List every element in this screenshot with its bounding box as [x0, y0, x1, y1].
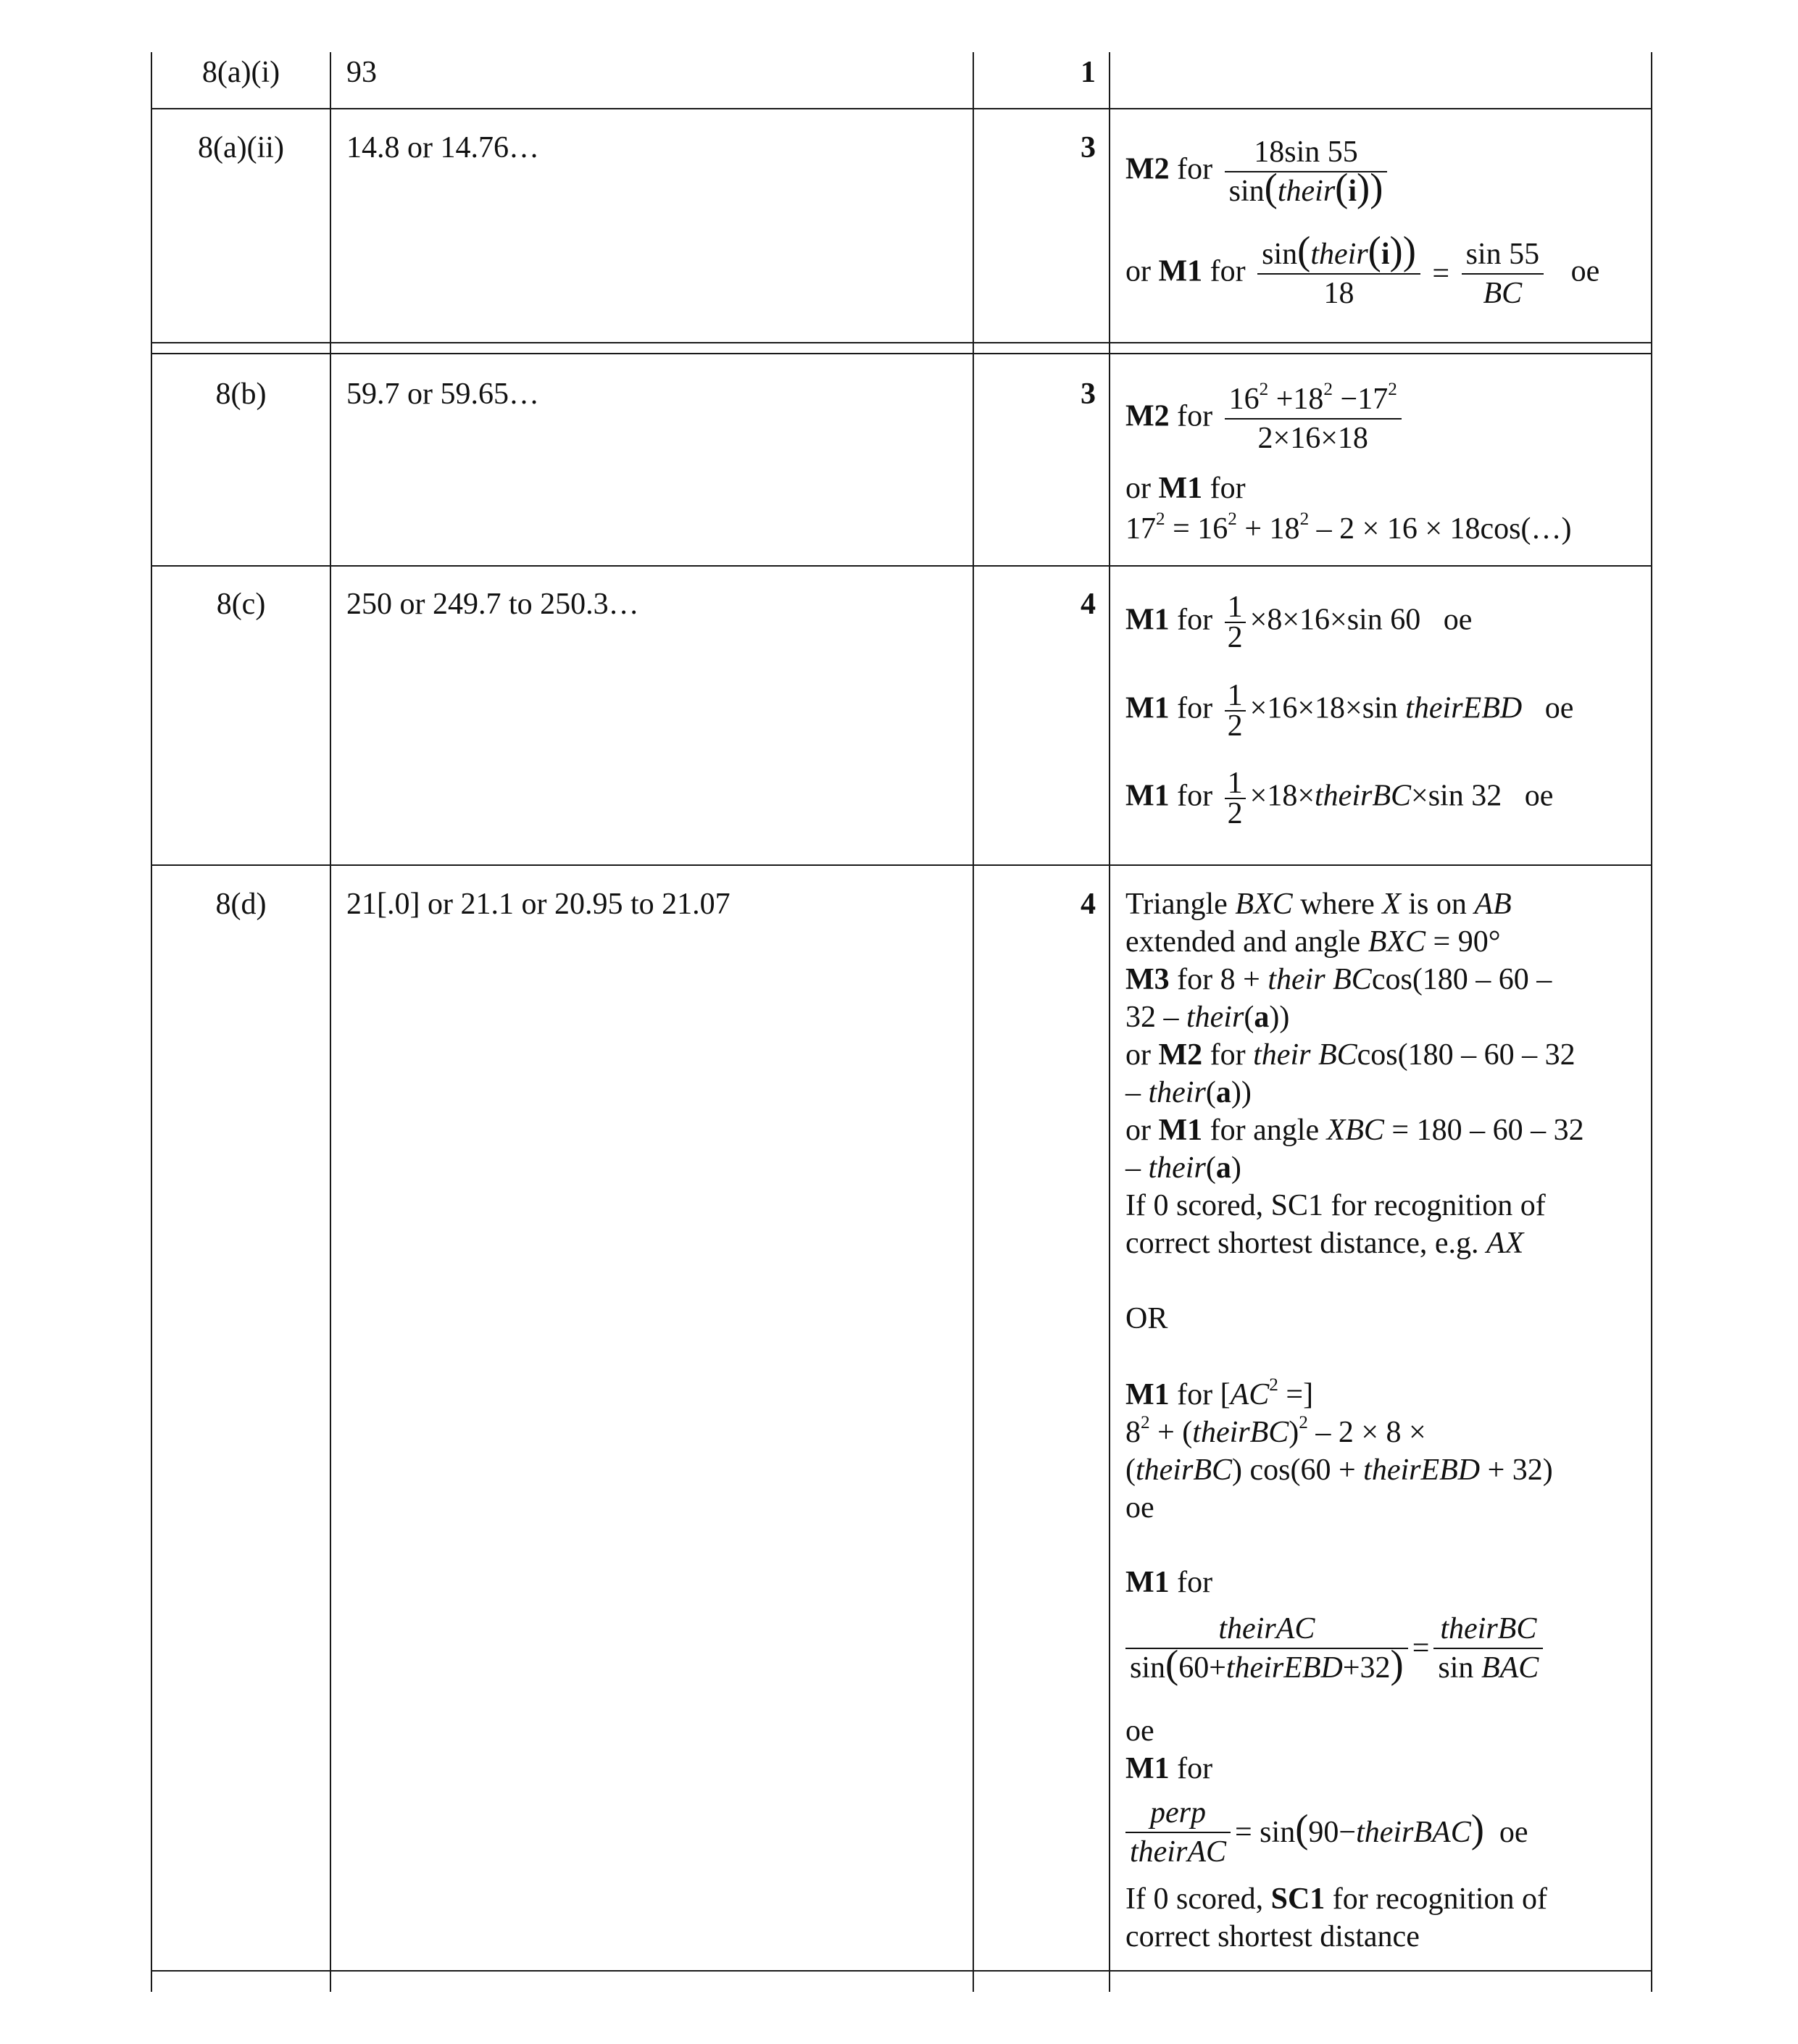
guidance-line: correct shortest distance: [1125, 1920, 1420, 1953]
answer: 21[.0] or 21.1 or 20.95 to 21.07: [346, 888, 731, 921]
guidance-line: oe: [1125, 1491, 1154, 1524]
answer: 14.8 or 14.76…: [346, 131, 539, 164]
guidance-line: M2 for $\frac{18\sin 55}{\text{sin(their(i))}}$: [1125, 133, 1391, 210]
question-number: 8(a)(i): [201, 56, 280, 89]
guidance-line: M1 for $\frac{1}{2}$ ×8×16×sin 60 oe: [1125, 591, 1473, 654]
or-separator: OR: [1125, 1302, 1168, 1335]
answer: 93: [346, 56, 377, 89]
guidance-line: $\frac{\text{perp}}{\text{theirAC}}$ = sin(90−theirBAC) oe: [1125, 1794, 1528, 1871]
guidance-line: Triangle BXC where X is on AB: [1125, 888, 1512, 921]
row-divider: [151, 565, 1652, 567]
guidance-line: or M1 for $\frac{\text{sin(their(i))}}{18}$ = $\frac{\sin 55}{BC}$ oe: [1125, 228, 1600, 310]
guidance-line: M3 for 8 + their BCcos(180 – 60 –: [1125, 963, 1552, 996]
guidance-line: M1 for: [1125, 1752, 1213, 1785]
row-divider: [151, 342, 1652, 343]
marks: 4: [1081, 588, 1096, 621]
guidance-line: oe: [1125, 1714, 1154, 1748]
guidance-line: $\frac{\text{theirAC}}{\text{sin(60+theirEBD+32)}}$ = $\frac{\text{theirBC}}{\text{sin BAC}}$: [1125, 1610, 1547, 1687]
guidance-line: If 0 scored, SC1 for recognition of: [1125, 1882, 1548, 1916]
guidance-line: M1 for $\frac{1}{2}$ ×18×theirBC×sin 32 oe: [1125, 767, 1554, 830]
guidance-line: $8^2$ + (theirBC)$^2$ – 2 × 8 ×: [1125, 1413, 1426, 1449]
question-number: 8(c): [216, 588, 266, 621]
marks: 3: [1081, 131, 1096, 164]
guidance-line: M1 for $\frac{1}{2}$ ×16×18×sin theirEBD oe: [1125, 679, 1574, 743]
question-number: 8(d): [215, 888, 267, 921]
question-number: 8(b): [215, 377, 267, 411]
guidance-line: $17^2 = 16^2 + 18^2 - 2 \times 16$ × 18cos(…): [1125, 509, 1572, 546]
row-divider: [151, 1970, 1652, 1972]
row-divider: [151, 353, 1652, 354]
guidance-line: M2 for $\frac{16^2 +18^2 -17^2}{2\times 16\times 18}$: [1125, 380, 1406, 457]
guidance-line: or M1 for: [1125, 472, 1246, 505]
guidance-line: If 0 scored, SC1 for recognition of: [1125, 1189, 1546, 1222]
guidance-line: – their(a): [1125, 1151, 1241, 1185]
question-number: 8(a)(ii): [198, 131, 284, 164]
guidance-line: M1 for [$AC^2$ =]: [1125, 1375, 1314, 1411]
guidance-line: extended and angle BXC = 90°: [1125, 925, 1501, 959]
guidance-line: or M1 for angle XBC = 180 – 60 – 32: [1125, 1114, 1584, 1147]
answer: 250 or 249.7 to 250.3…: [346, 588, 639, 621]
marks: 3: [1081, 377, 1096, 411]
guidance-line: or M2 for their BCcos(180 – 60 – 32: [1125, 1038, 1576, 1072]
row-divider: [151, 108, 1652, 109]
marks: 1: [1081, 56, 1096, 89]
guidance-line: (theirBC) cos(60 + theirEBD + 32): [1125, 1453, 1553, 1487]
guidance-line: M1 for: [1125, 1566, 1213, 1599]
guidance-line: 32 – their(a)): [1125, 1001, 1290, 1034]
guidance-line: correct shortest distance, e.g. AX: [1125, 1227, 1524, 1260]
row-divider: [151, 864, 1652, 866]
marks: 4: [1081, 888, 1096, 921]
answer: 59.7 or 59.65…: [346, 377, 539, 411]
guidance-line: – their(a)): [1125, 1076, 1252, 1109]
